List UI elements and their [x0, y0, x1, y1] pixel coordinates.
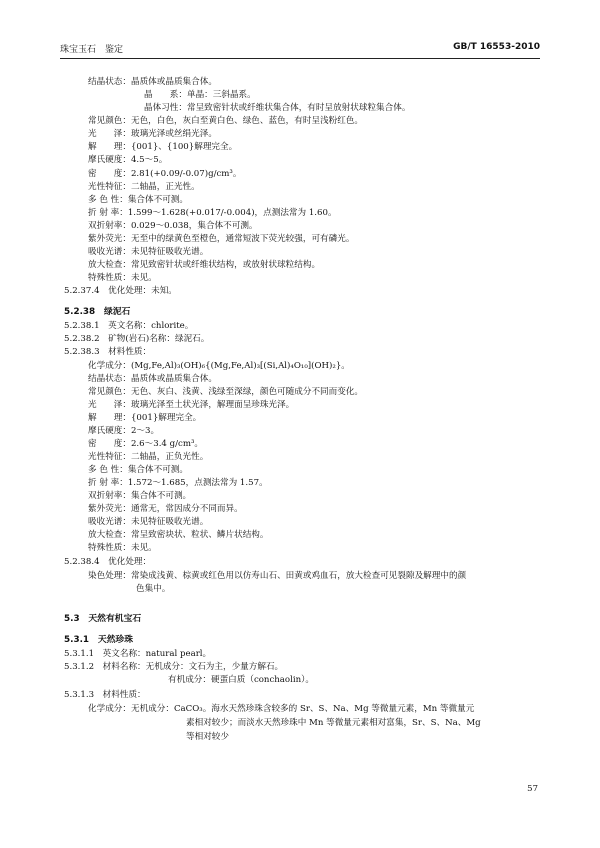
header-title: 珠宝玉石 鉴定 [60, 45, 124, 55]
text-line: 化学成分：无机成分：CaCO₃。海水天然珍珠含较多的 Sr、S、Na、Mg 等微量元素，Mn 等微量元 [88, 704, 475, 714]
text-line: 摩氏硬度：4.5～5。 [88, 155, 168, 165]
text-line: 5.2.38.4 优化处理： [64, 557, 152, 567]
text-line: 等相对较少 [186, 732, 229, 742]
text-line: 放大检查：常呈致密块状、粒状、鳞片状结构。 [88, 530, 269, 540]
text-line: 光性特征：二轴晶，正光性。 [88, 182, 200, 192]
section-heading: 5.3.1 天然珍珠 [64, 635, 134, 645]
text-line: 放大检查：常见致密针状或纤维状结构，或放射状球粒结构。 [88, 260, 321, 270]
section-heading: 5.2.38 绿泥石 [64, 307, 131, 317]
text-line: 5.3.1.3 材料性质： [64, 690, 146, 700]
text-line: 色集中。 [136, 584, 171, 594]
text-line: 5.2.38.1 英文名称：chlorite。 [64, 321, 194, 331]
text-line: 特殊性质：未见。 [88, 273, 157, 283]
text-line: 5.3.1.1 英文名称：natural pearl。 [64, 649, 212, 659]
text-line: 光 泽：玻璃光泽或丝绢光泽。 [88, 129, 217, 139]
page-number: 57 [527, 784, 538, 794]
text-line: 解 理：{001}解理完全。 [88, 413, 202, 423]
text-line: 5.2.38.2 矿物(岩石)名称：绿泥石。 [64, 334, 210, 344]
text-line: 常见颜色：无色，白色，灰白至黄白色、绿色、蓝色，有时呈浅粉红色。 [88, 116, 364, 126]
text-line: 染色处理：常染成浅黄、棕黄或红色用以仿寿山石、田黄或鸡血石，放大检查可见裂隙及解理中的颜 [88, 571, 467, 581]
text-line: 晶体习性：常呈致密针状或纤维状集合体，有时呈放射状球粒集合体。 [144, 103, 411, 113]
text-line: 结晶状态：晶质体或晶质集合体。 [88, 77, 217, 87]
text-line: 双折射率：0.029～0.038，集合体不可测。 [88, 221, 258, 231]
text-line: 光性特征：二轴晶，正负光性。 [88, 452, 209, 462]
text-line: 双折射率：集合体不可测。 [88, 491, 192, 501]
text-line: 密 度：2.81(+0.09/-0.07)g/cm³。 [88, 169, 242, 179]
text-line: 多 色 性：集合体不可测。 [88, 465, 188, 475]
text-line: 常见颜色：无色、灰白、浅黄、浅绿至深绿，颜色可随成分不同而变化。 [88, 387, 364, 397]
text-line: 折 射 率：1.599～1.628(+0.017/-0.004)，点测法常为 1.60。 [88, 208, 337, 218]
text-line: 摩氏硬度：2～3。 [88, 426, 160, 436]
text-line: 吸收光谱：未见特征吸收光谱。 [88, 517, 209, 527]
text-line: 素相对较少；而淡水天然珍珠中 Mn 等微量元素相对富集，Sr、S、Na、Mg [186, 718, 481, 728]
text-line: 化学成分：(Mg,Fe,Al)₃(OH)₆{(Mg,Fe,Al)₃[(Si,Al)₄O₁₀](OH)₂}。 [88, 361, 350, 371]
text-line: 5.2.38.3 材料性质： [64, 347, 152, 357]
text-line: 密 度：2.6～3.4 g/cm³。 [88, 439, 204, 449]
text-line: 解 理：{001}、{100}解理完全。 [88, 142, 238, 152]
text-line: 特殊性质：未见。 [88, 543, 157, 553]
text-line: 5.3.1.2 材料名称：无机成分：文石为主，少量方解石。 [64, 662, 284, 672]
text-line: 多 色 性：集合体不可测。 [88, 195, 188, 205]
text-line: 晶 系：单晶：三斜晶系。 [144, 90, 256, 100]
text-line: 有机成分：硬蛋白质（conchaolin）。 [168, 675, 315, 685]
text-line: 紫外荧光：无至中的绿黄色至橙色，通常短波下荧光较强，可有磷光。 [88, 234, 355, 244]
section-heading: 5.3 天然有机宝石 [64, 614, 142, 624]
text-line: 折 射 率：1.572～1.685，点测法常为 1.57。 [88, 478, 268, 488]
text-line: 紫外荧光：通常无，常因成分不同而异。 [88, 504, 243, 514]
text-line: 5.2.37.4 优化处理：未知。 [64, 286, 177, 296]
text-line: 结晶状态：晶质体或晶质集合体。 [88, 374, 217, 384]
text-line: 光 泽：玻璃光泽至土状光泽，解理面呈珍珠光泽。 [88, 400, 295, 410]
text-line: 吸收光谱：未见特征吸收光谱。 [88, 247, 209, 257]
header-standard-number: GB/T 16553-2010 [453, 42, 540, 52]
